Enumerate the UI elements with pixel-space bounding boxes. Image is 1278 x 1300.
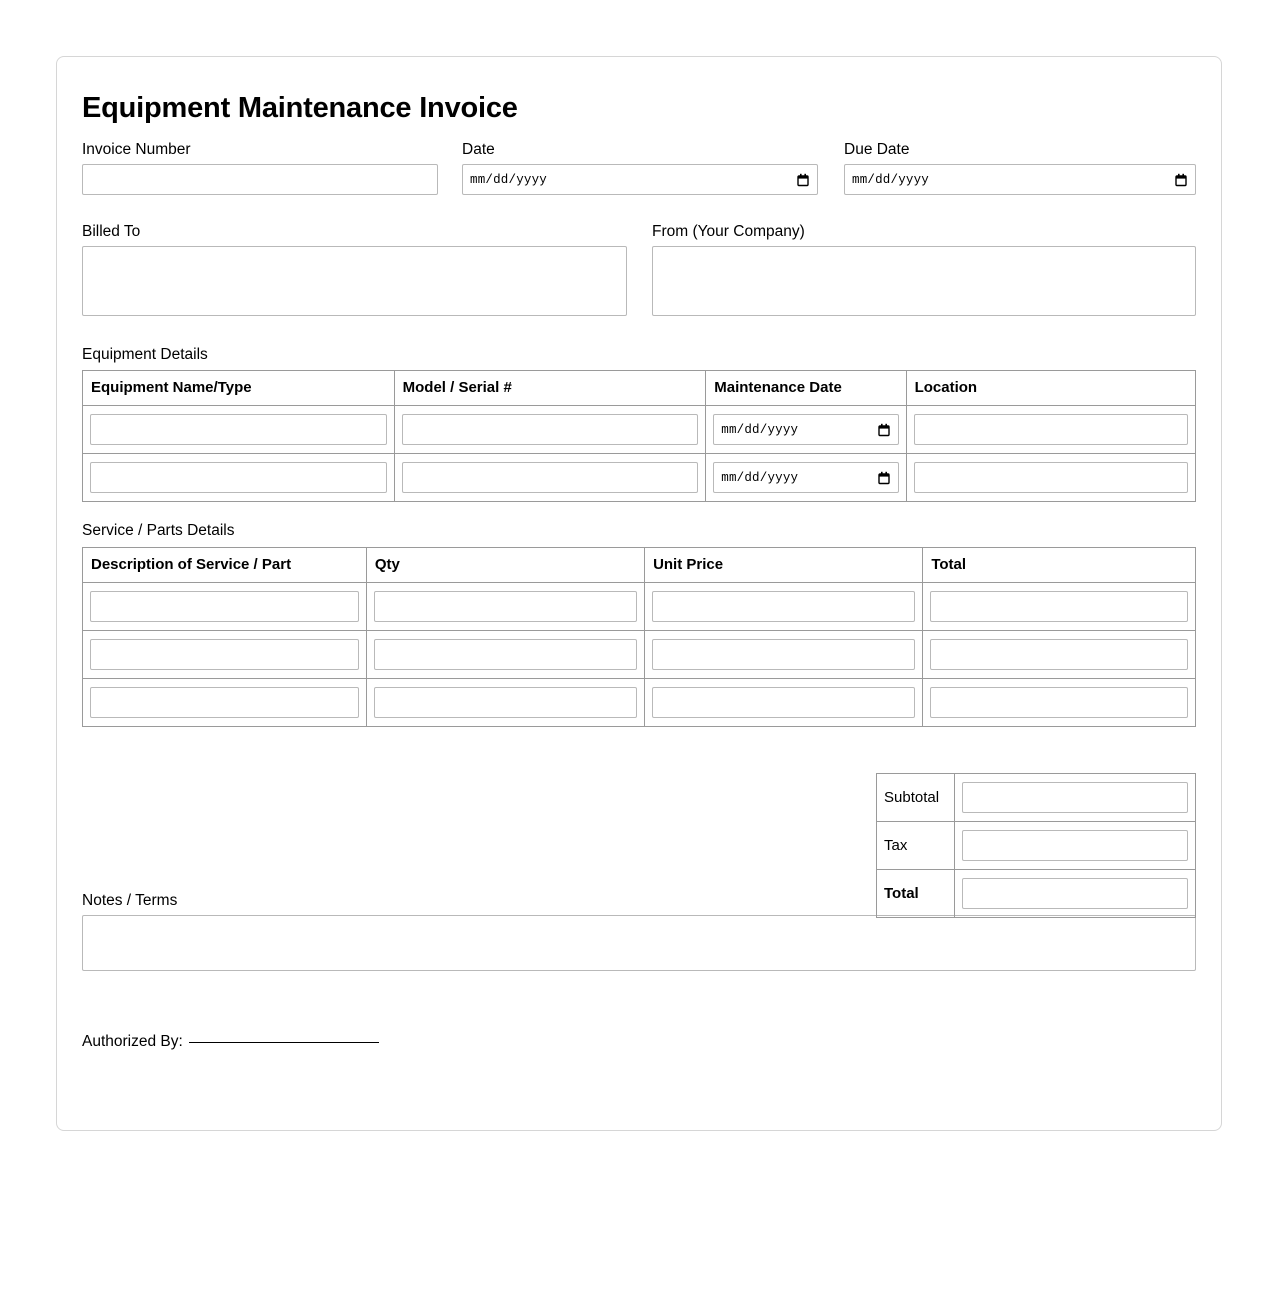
line-total-input-1[interactable]	[930, 591, 1188, 622]
service-parts-label: Service / Parts Details	[82, 522, 235, 540]
qty-input-2[interactable]	[374, 639, 637, 670]
cell-qty	[366, 678, 644, 726]
date-placeholder-text: mm/dd/yyyy	[470, 172, 548, 187]
cell-grand-total-value	[955, 869, 1196, 917]
unit-price-input-3[interactable]	[652, 687, 915, 718]
billed-to-label: Billed To	[82, 222, 141, 240]
subtotal-label: Subtotal	[877, 773, 955, 821]
from-company-label: From (Your Company)	[652, 222, 805, 240]
column-header-total: Total	[923, 547, 1196, 582]
grand-total-label: Total	[877, 869, 955, 917]
line-total-input-2[interactable]	[930, 639, 1188, 670]
line-total-input-3[interactable]	[930, 687, 1188, 718]
cell-equipment-name	[83, 454, 395, 502]
calendar-icon[interactable]	[797, 173, 809, 186]
service-parts-table	[82, 547, 1196, 727]
cell-maintenance-date	[706, 406, 906, 454]
totals-table	[876, 773, 1196, 918]
page-title: Equipment Maintenance Invoice	[82, 92, 518, 124]
cell-qty	[366, 630, 644, 678]
cell-model-serial	[394, 406, 706, 454]
field-billed-to	[82, 222, 627, 316]
totals-row-total	[877, 869, 1196, 917]
calendar-icon[interactable]	[878, 423, 890, 436]
equipment-name-input-1[interactable]	[90, 414, 387, 445]
due-date-label: Due Date	[844, 140, 910, 158]
signature-area	[82, 1033, 1196, 1061]
column-header-model-serial: Model / Serial #	[394, 371, 706, 406]
cell-unit-price	[645, 582, 923, 630]
totals-row-tax	[877, 821, 1196, 869]
cell-total	[923, 582, 1196, 630]
tax-input[interactable]	[962, 830, 1188, 861]
cell-equipment-name	[83, 406, 395, 454]
equipment-name-input-2[interactable]	[90, 462, 387, 493]
cell-unit-price	[645, 678, 923, 726]
qty-input-1[interactable]	[374, 591, 637, 622]
maintenance-date-input-1[interactable]	[713, 414, 898, 445]
table-row	[83, 630, 1196, 678]
column-header-maintenance-date: Maintenance Date	[706, 371, 906, 406]
cell-description	[83, 582, 367, 630]
grand-total-input[interactable]	[962, 878, 1188, 909]
maintenance-date-placeholder-text: mm/dd/yyyy	[721, 470, 799, 485]
cell-total	[923, 630, 1196, 678]
maintenance-date-input-2[interactable]	[713, 462, 898, 493]
field-due-date	[844, 140, 1196, 195]
due-date-placeholder-text: mm/dd/yyyy	[852, 172, 930, 187]
subtotal-input[interactable]	[962, 782, 1188, 813]
maintenance-date-placeholder-text: mm/dd/yyyy	[721, 422, 799, 437]
table-row	[83, 406, 1196, 454]
table-row	[83, 454, 1196, 502]
description-input-1[interactable]	[90, 591, 359, 622]
equipment-details-table	[82, 370, 1196, 502]
field-invoice-number	[82, 140, 438, 195]
qty-input-3[interactable]	[374, 687, 637, 718]
signature-line[interactable]	[189, 1042, 379, 1043]
cell-qty	[366, 582, 644, 630]
table-header-row	[83, 371, 1196, 406]
model-serial-input-1[interactable]	[402, 414, 699, 445]
cell-location	[906, 406, 1195, 454]
column-header-qty: Qty	[366, 547, 644, 582]
authorized-by-label: Authorized By:	[82, 1032, 183, 1050]
column-header-unit-price: Unit Price	[645, 547, 923, 582]
billed-to-textarea[interactable]	[82, 246, 627, 316]
description-input-2[interactable]	[90, 639, 359, 670]
field-from-company	[652, 222, 1196, 316]
model-serial-input-2[interactable]	[402, 462, 699, 493]
unit-price-input-2[interactable]	[652, 639, 915, 670]
totals-row-subtotal	[877, 773, 1196, 821]
parties-row	[82, 222, 1196, 326]
cell-model-serial	[394, 454, 706, 502]
date-input[interactable]	[462, 164, 818, 195]
cell-description	[83, 630, 367, 678]
cell-description	[83, 678, 367, 726]
column-header-description: Description of Service / Part	[83, 547, 367, 582]
location-input-2[interactable]	[914, 462, 1188, 493]
table-header-row	[83, 547, 1196, 582]
equipment-details-section	[82, 345, 1196, 502]
location-input-1[interactable]	[914, 414, 1188, 445]
tax-label: Tax	[877, 821, 955, 869]
cell-location	[906, 454, 1195, 502]
cell-unit-price	[645, 630, 923, 678]
equipment-details-label: Equipment Details	[82, 345, 208, 363]
invoice-inner	[82, 91, 1196, 1061]
cell-total	[923, 678, 1196, 726]
description-input-3[interactable]	[90, 687, 359, 718]
due-date-input[interactable]	[844, 164, 1196, 195]
header-fields-row	[82, 140, 1196, 200]
cell-subtotal-value	[955, 773, 1196, 821]
table-row	[83, 582, 1196, 630]
cell-maintenance-date	[706, 454, 906, 502]
date-label: Date	[462, 140, 495, 158]
table-row	[83, 678, 1196, 726]
column-header-location: Location	[906, 371, 1195, 406]
notes-terms-textarea[interactable]	[82, 915, 1196, 971]
field-date	[462, 140, 818, 195]
unit-price-input-1[interactable]	[652, 591, 915, 622]
calendar-icon[interactable]	[878, 471, 890, 484]
column-header-equipment-name: Equipment Name/Type	[83, 371, 395, 406]
invoice-number-label: Invoice Number	[82, 140, 191, 158]
invoice-card	[56, 56, 1222, 1131]
calendar-icon[interactable]	[1175, 173, 1187, 186]
from-company-textarea[interactable]	[652, 246, 1196, 316]
service-parts-section	[82, 521, 1196, 726]
cell-tax-value	[955, 821, 1196, 869]
invoice-number-input[interactable]	[82, 164, 438, 195]
notes-terms-label: Notes / Terms	[82, 891, 178, 909]
